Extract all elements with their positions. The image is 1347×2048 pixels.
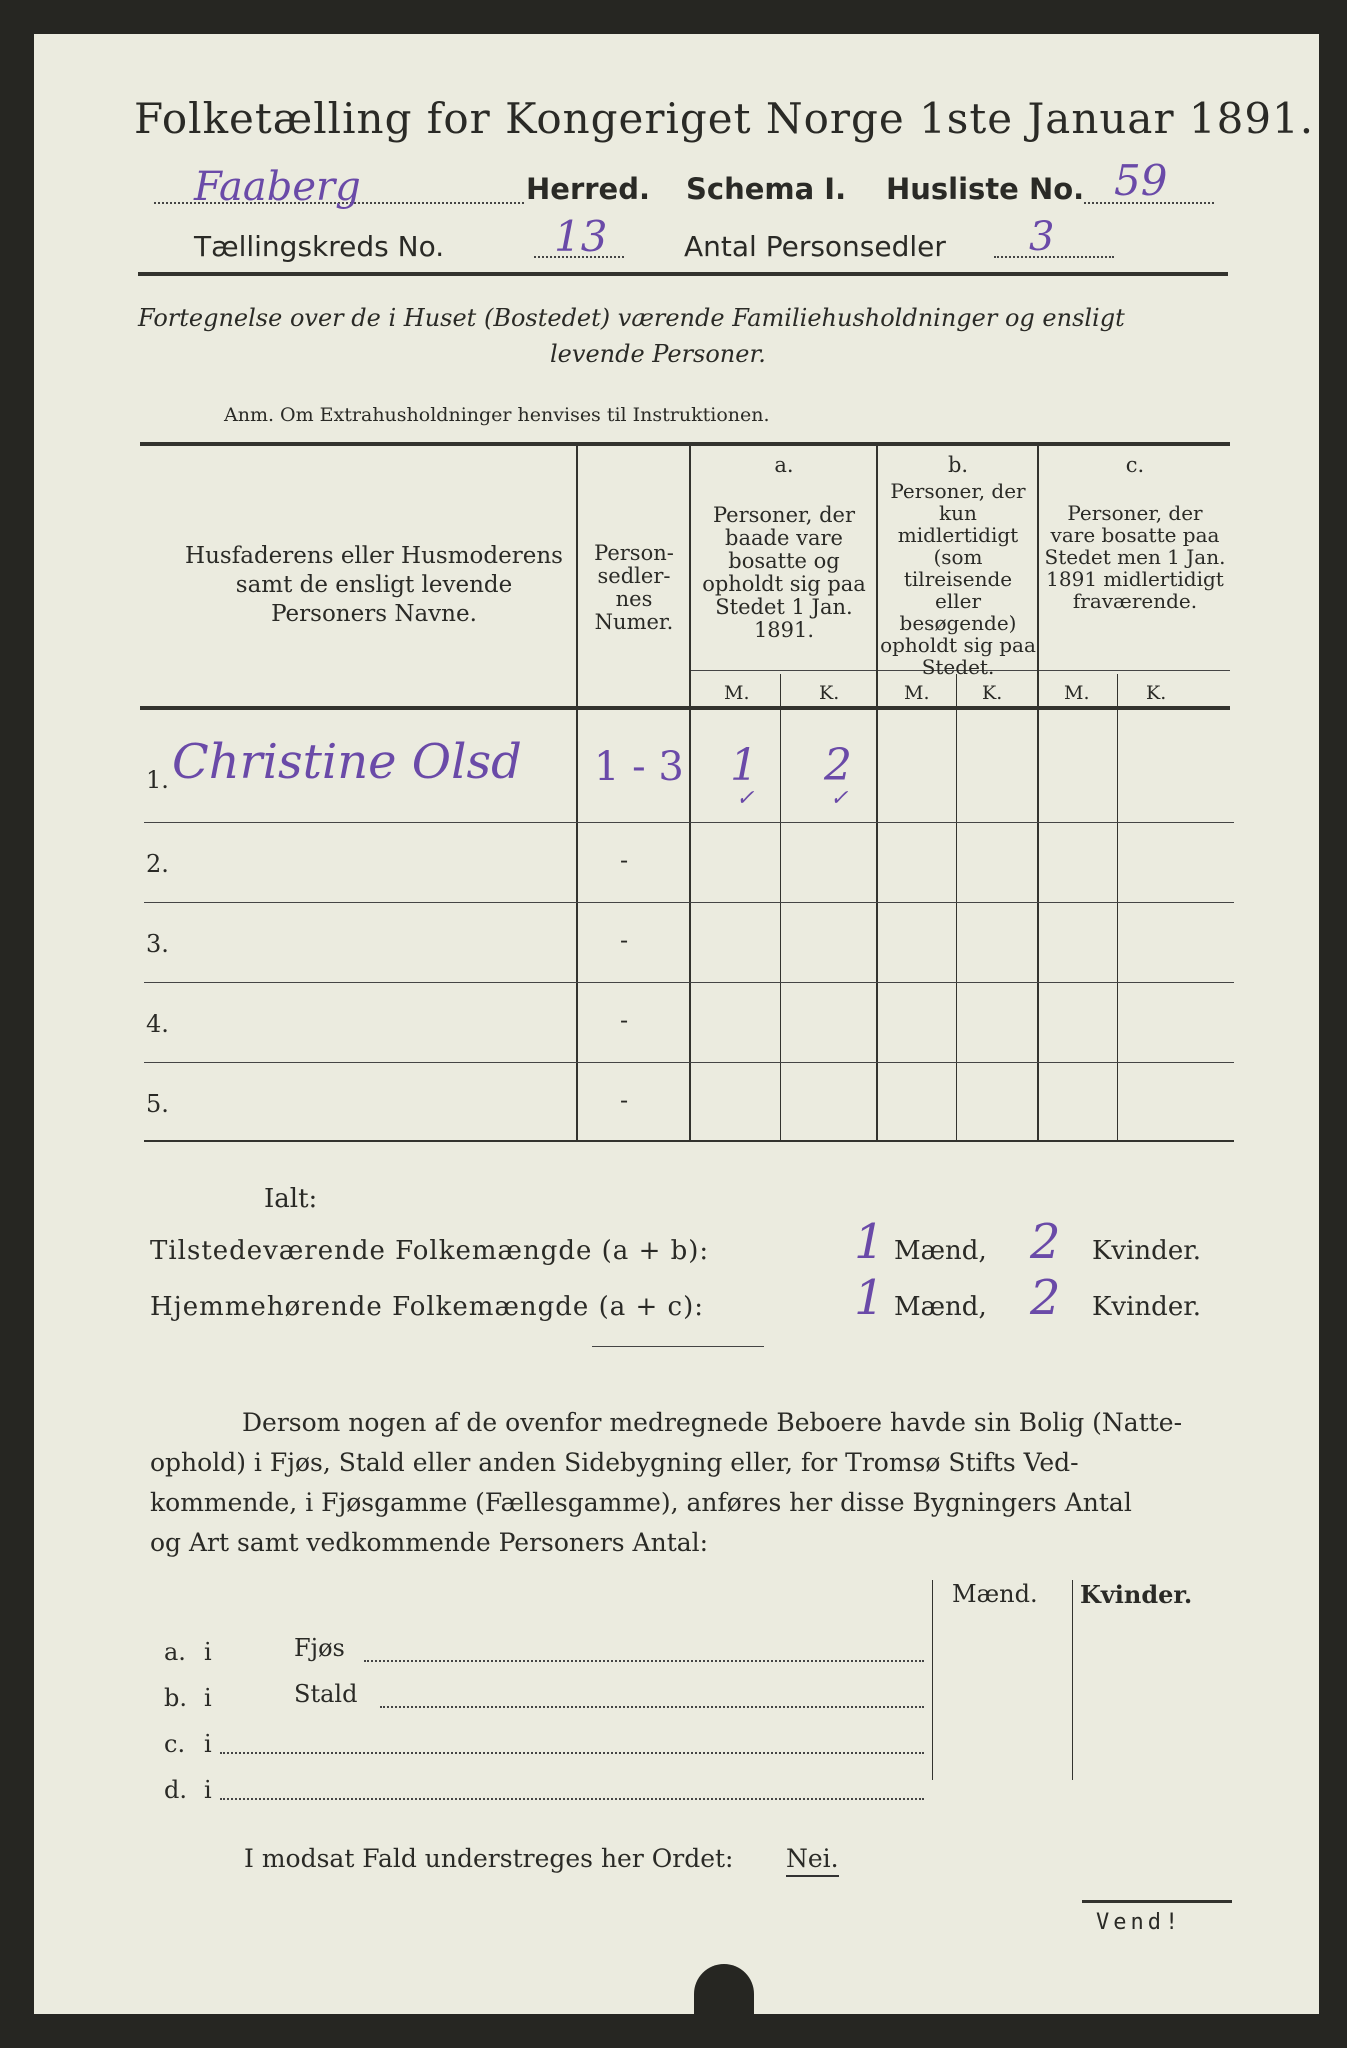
bolig-c-i: i xyxy=(204,1730,212,1758)
schema-label: Schema I. xyxy=(686,172,847,206)
census-form-page xyxy=(34,34,1319,2014)
bolig-c-letter: c. xyxy=(164,1730,186,1758)
total-line-2-m: 1 xyxy=(854,1270,885,1326)
col-b-mk-line xyxy=(956,674,957,1140)
row-1-name: Christine Olsd xyxy=(172,734,522,790)
ialt-label: Ialt: xyxy=(264,1184,318,1214)
total-line-2-kvinder: Kvinder. xyxy=(1092,1292,1202,1322)
intro-line-1: Fortegnelse over de i Huset (Bostedet) værende Familiehusholdninger og ensligt xyxy=(138,304,1125,332)
col-a-letter: a. xyxy=(774,453,794,477)
husliste-value: 59 xyxy=(1114,156,1168,205)
vend-rule xyxy=(1082,1900,1232,1903)
bolig-d-letter: d. xyxy=(164,1776,187,1804)
table-header-rule xyxy=(140,706,1230,710)
anm-note: Anm. Om Extrahusholdninger henvises til Instruktionen. xyxy=(224,404,770,426)
vend-text: Vend! xyxy=(1096,1910,1183,1935)
row-2-line xyxy=(144,902,1234,903)
total-line-1-label: Tilstedeværende Folkemængde (a + b): xyxy=(150,1236,710,1266)
total-line-2-label: Hjemmehørende Folkemængde (a + c): xyxy=(150,1292,704,1322)
bolig-d-dotline xyxy=(220,1798,924,1800)
col-a-header: Personer, der baade vare bosatte og opholdt sig paa Stedet 1 Jan. 1891. xyxy=(702,503,866,642)
row-1-number: 1. xyxy=(146,766,169,794)
col-a-m: M. xyxy=(724,682,750,704)
col-c-header: Personer, der vare bosatte paa Stedet men 1 Jan. 1891 midlertidigt fraværende. xyxy=(1044,501,1226,613)
row-2-number: 2. xyxy=(146,850,169,878)
bolig-maend-header: Mænd. xyxy=(952,1580,1038,1608)
bolig-col-line-1 xyxy=(932,1580,933,1780)
antal-value: 3 xyxy=(1029,214,1055,260)
bolig-line-4: og Art samt vedkommende Personers Antal: xyxy=(150,1528,709,1557)
husliste-label: Husliste No. xyxy=(886,172,1085,206)
row-4-number: 4. xyxy=(146,1010,169,1038)
kreds-label: Tællingskreds No. xyxy=(194,230,445,263)
col-c-m: M. xyxy=(1064,682,1090,704)
section-divider xyxy=(592,1346,764,1347)
bolig-d-i: i xyxy=(204,1776,212,1804)
row-1-line xyxy=(144,822,1234,823)
col-line-4 xyxy=(1037,444,1039,1140)
table-top-rule xyxy=(140,442,1230,446)
bolig-line-2: ophold) i Fjøs, Stald eller anden Sidebygning eller, for Tromsø Stifts Ved- xyxy=(150,1448,1079,1477)
herred-label: Herred. xyxy=(526,172,650,206)
col-b-k: K. xyxy=(982,682,1003,704)
form-title: Folketælling for Kongeriget Norge 1ste Januar 1891. xyxy=(134,94,1315,143)
antal-label: Antal Personsedler xyxy=(684,230,946,263)
row-3-num: - xyxy=(620,926,629,954)
col-a-k: K. xyxy=(819,682,840,704)
herred-value: Faaberg xyxy=(194,164,361,210)
col-name-header: Husfaderens eller Husmoderens samt de ensligt levende Personers Navne. xyxy=(185,543,563,627)
row-5-num: - xyxy=(620,1086,629,1114)
row-3-line xyxy=(144,982,1234,983)
bolig-b-label: Stald xyxy=(294,1680,358,1708)
bolig-a-label: Fjøs xyxy=(294,1634,345,1662)
bolig-b-dotline xyxy=(380,1706,924,1708)
kreds-value: 13 xyxy=(554,212,608,261)
total-line-1-maend: Mænd, xyxy=(894,1236,987,1266)
row-1-am: 1 xyxy=(730,740,758,791)
col-b-letter: b. xyxy=(947,453,969,477)
row-5-number: 5. xyxy=(146,1090,169,1118)
row-2-num: - xyxy=(620,846,629,874)
bolig-line-3: kommende, i Fjøsgamme (Fællesgamme), anføres her disse Bygningers Antal xyxy=(150,1488,1132,1517)
bolig-c-dotline xyxy=(220,1752,924,1754)
page-tear xyxy=(694,1964,754,2014)
nei-word: Nei. xyxy=(786,1844,839,1877)
bolig-a-i: i xyxy=(204,1638,212,1666)
bolig-a-letter: a. xyxy=(164,1638,186,1666)
col-c-k: K. xyxy=(1146,682,1167,704)
col-b-m: M. xyxy=(904,682,930,704)
total-line-1-k: 2 xyxy=(1030,1214,1061,1270)
total-line-2-maend: Mænd, xyxy=(894,1292,987,1322)
row-1-ak: 2 xyxy=(824,740,852,791)
bolig-col-line-2 xyxy=(1072,1580,1073,1780)
col-num-header: Person-sedler-nes Numer. xyxy=(594,541,674,634)
total-line-2-k: 2 xyxy=(1030,1270,1061,1326)
row-4-num: - xyxy=(620,1006,629,1034)
col-line-3 xyxy=(876,444,878,1140)
bolig-b-letter: b. xyxy=(164,1684,187,1712)
row-1-ak-check: ✓ xyxy=(830,786,849,811)
modsat-text: I modsat Fald understreges her Ordet: xyxy=(244,1844,734,1873)
total-line-1-m: 1 xyxy=(854,1214,885,1270)
row-4-line xyxy=(144,1062,1234,1063)
header-rule xyxy=(138,272,1228,276)
col-b-header: Personer, der kun midlertidigt (som tilreisende eller besøgende) opholdt sig paa Stedet. xyxy=(880,479,1036,679)
col-c-mk-line xyxy=(1117,674,1118,1140)
bolig-kvinder-header: Kvinder. xyxy=(1080,1580,1193,1609)
col-line-1 xyxy=(576,444,578,1140)
col-a-mk-line xyxy=(780,674,781,1140)
row-1-num: 1 - 3 xyxy=(594,744,684,790)
total-line-1-kvinder: Kvinder. xyxy=(1092,1236,1202,1266)
col-c-letter: c. xyxy=(1125,453,1145,477)
bolig-line-1: Dersom nogen af de ovenfor medregnede Beboere havde sin Bolig (Natte- xyxy=(242,1408,1183,1437)
bolig-a-dotline xyxy=(364,1660,924,1662)
row-3-number: 3. xyxy=(146,930,169,958)
bolig-b-i: i xyxy=(204,1684,212,1712)
row-1-am-check: ✓ xyxy=(736,786,755,811)
intro-line-2: levende Personer. xyxy=(550,340,766,368)
col-line-2 xyxy=(689,444,691,1140)
row-5-line xyxy=(144,1140,1234,1142)
